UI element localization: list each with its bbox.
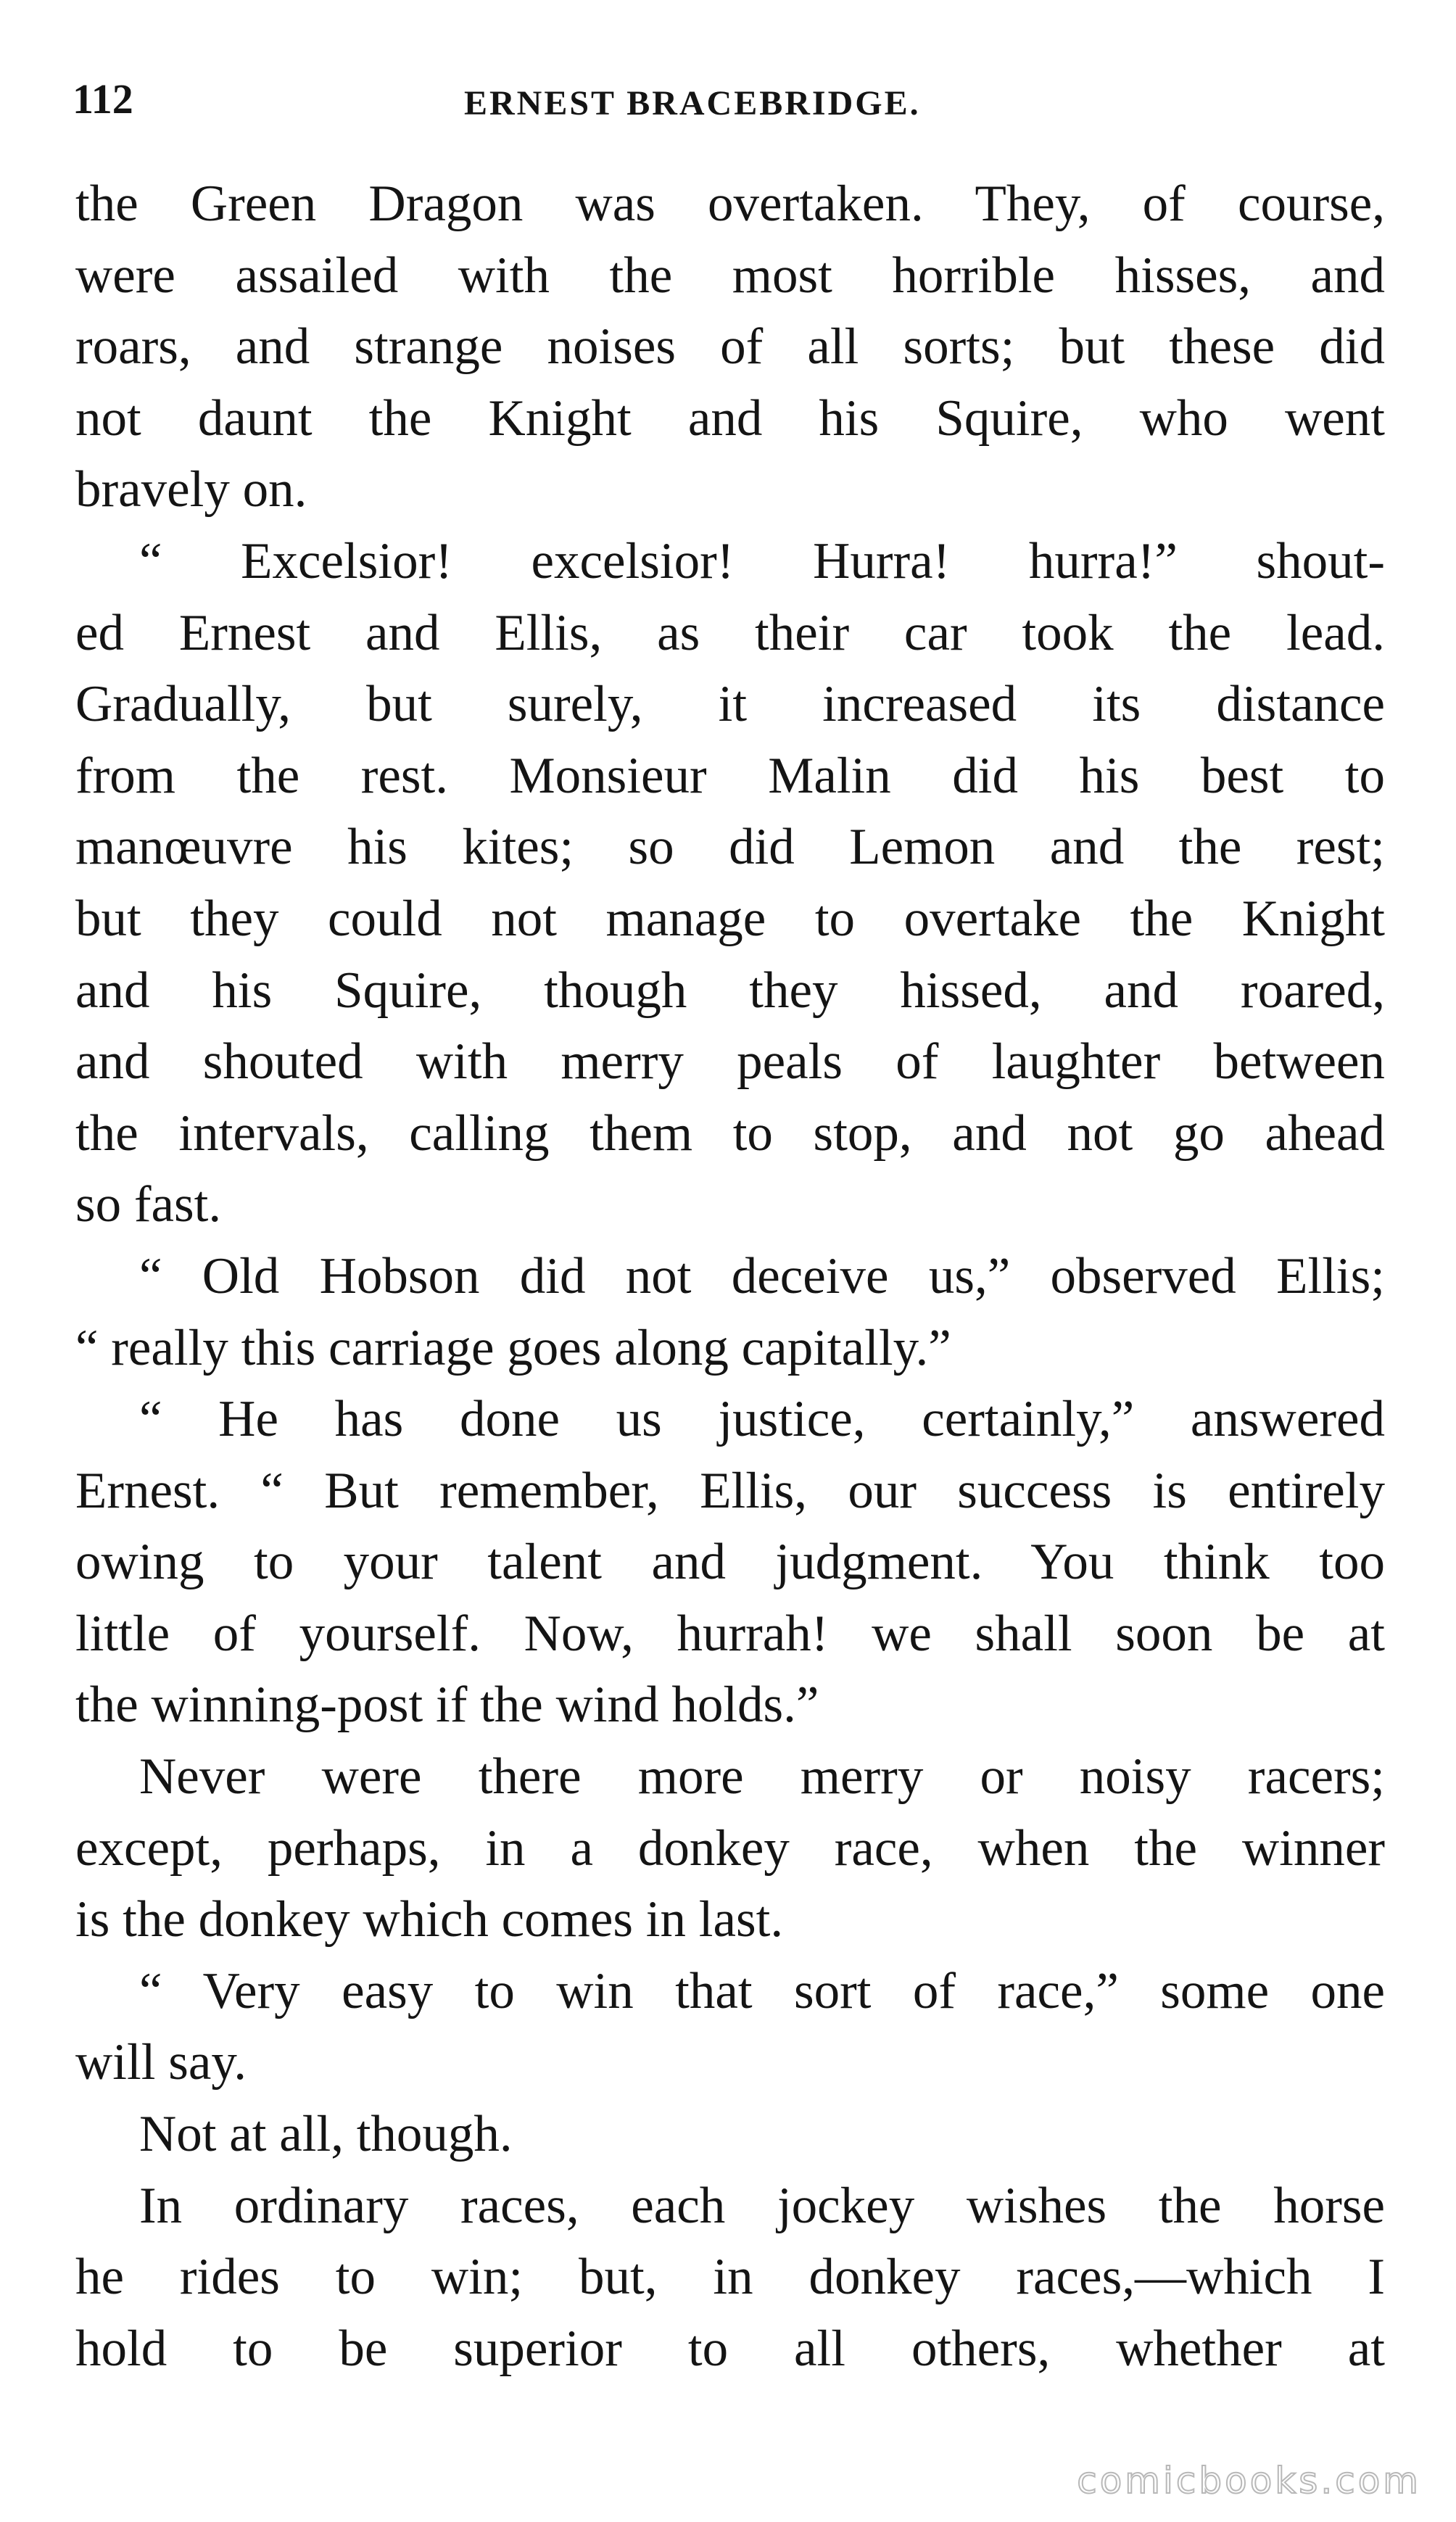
text-line: ed Ernest and Ellis, as their car took the lead. xyxy=(75,604,1385,661)
text-line: “ He has done us justice, certainly,” answered xyxy=(139,1391,1385,1448)
text-line: Gradually, but surely, it increased its distance xyxy=(75,676,1385,733)
text-line: hold to be superior to all others, whether at xyxy=(75,2320,1385,2377)
text-line: he rides to win; but, in donkey races,—which I xyxy=(75,2249,1385,2306)
text-line: from the rest. Monsieur Malin did his best to xyxy=(75,747,1385,804)
text-line: is the donkey which comes in last. xyxy=(75,1891,784,1948)
text-line: except, perhaps, in a donkey race, when the winner xyxy=(75,1819,1385,1877)
watermark: comicbooks.com xyxy=(1077,2460,1421,2502)
text-line: “ Excelsior! excelsior! Hurra! hurra!” shout- xyxy=(139,532,1385,590)
text-line: bravely on. xyxy=(75,461,307,518)
text-line: Ernest. “ But remember, Ellis, our success is entirely xyxy=(75,1462,1385,1519)
text-line: “ Very easy to win that sort of race,” some one xyxy=(139,1962,1385,2019)
text-line: so fast. xyxy=(75,1176,222,1233)
text-line: owing to your talent and judgment. You think too xyxy=(75,1534,1385,1591)
text-line: Not at all, though. xyxy=(139,2106,513,2163)
page-header xyxy=(73,67,1378,132)
page-number: 112 xyxy=(73,75,133,123)
text-line: “ Old Hobson did not deceive us,” observed Ellis; xyxy=(139,1247,1385,1305)
text-line: roars, and strange noises of all sorts; but these did xyxy=(75,318,1385,376)
text-line: the winning-post if the wind holds.” xyxy=(75,1676,819,1734)
text-line: will say. xyxy=(75,2034,247,2091)
text-line: In ordinary races, each jockey wishes the horse xyxy=(139,2177,1385,2234)
text-line: “ really this carriage goes along capitally.” xyxy=(75,1319,951,1376)
text-line: Never were there more merry or noisy racers; xyxy=(139,1748,1385,1806)
text-line: but they could not manage to overtake the Knight xyxy=(75,890,1385,947)
running-head: ERNEST BRACEBRIDGE. xyxy=(464,84,921,123)
text-line: the Green Dragon was overtaken. They, of course, xyxy=(75,175,1385,232)
text-line: little of yourself. Now, hurrah! we shall soon be at xyxy=(75,1605,1385,1662)
text-line: and his Squire, though they hissed, and roared, xyxy=(75,962,1385,1019)
text-line: the intervals, calling them to stop, and not go ahead xyxy=(75,1104,1385,1162)
body-text xyxy=(75,168,1385,2384)
text-line: manœuvre his kites; so did Lemon and the rest; xyxy=(75,819,1385,876)
text-line: and shouted with merry peals of laughter between xyxy=(75,1033,1385,1091)
text-line: not daunt the Knight and his Squire, who went xyxy=(75,389,1385,447)
text-line: were assailed with the most horrible hisses, and xyxy=(75,247,1385,304)
